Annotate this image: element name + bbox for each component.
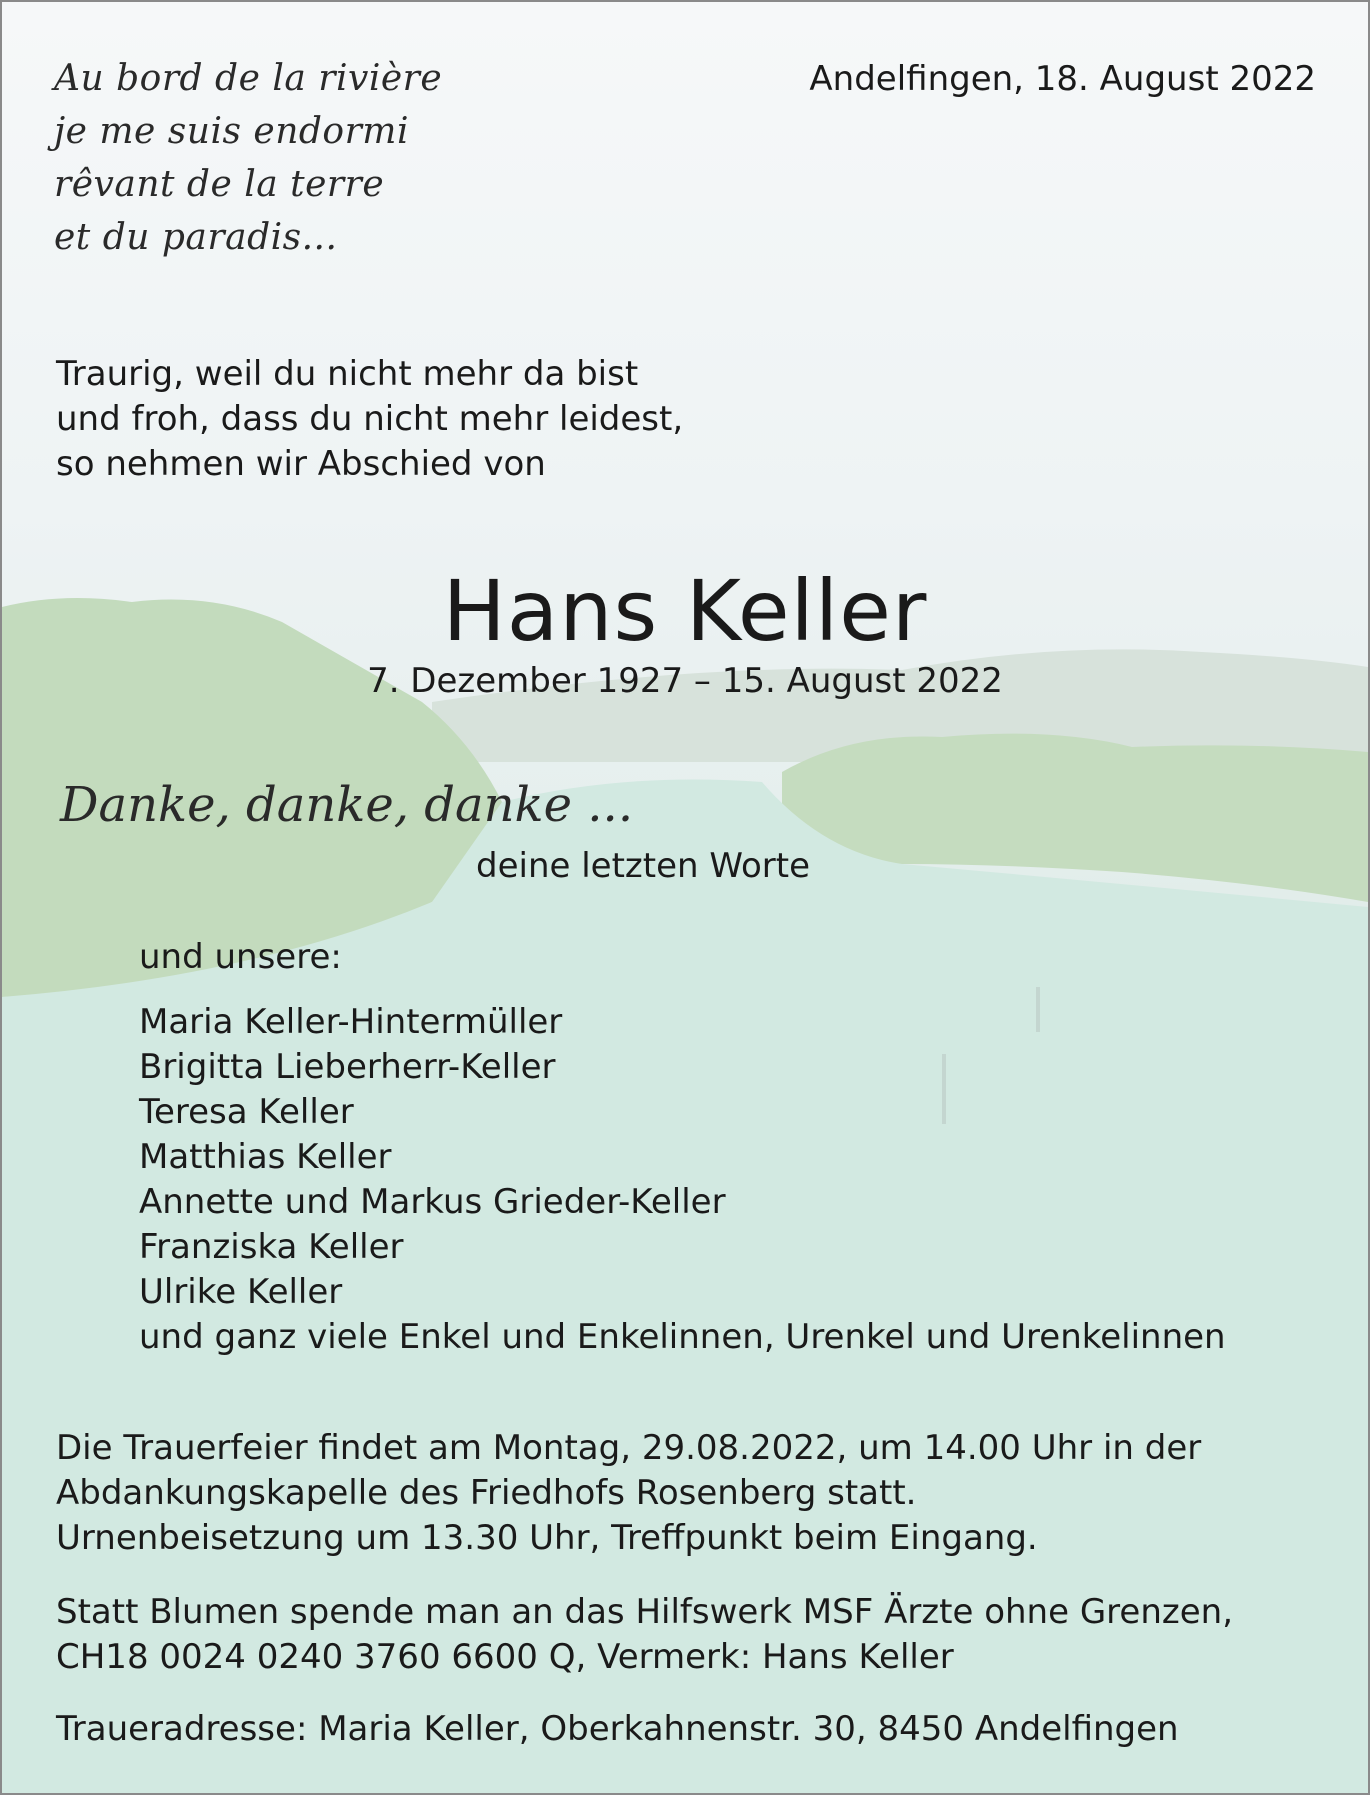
family-member: Annette und Markus Grieder-Keller — [139, 1182, 726, 1222]
intro-line: Traurig, weil du nicht mehr da bist — [56, 354, 639, 394]
poem-line: rêvant de la terre — [54, 164, 385, 205]
last-words-caption: deine letzten Worte — [476, 846, 811, 886]
family-list — [139, 1000, 1226, 1360]
intro-text — [56, 352, 683, 487]
family-member: Teresa Keller — [139, 1092, 354, 1132]
intro-line: und froh, dass du nicht mehr leidest, — [56, 399, 684, 439]
poem-line: et du paradis... — [54, 217, 338, 258]
family-member: Maria Keller-Hintermüller — [139, 1002, 563, 1042]
french-poem — [54, 52, 442, 264]
thanks-heading: Danke, danke, danke ... — [60, 777, 634, 833]
family-member: Matthias Keller — [139, 1137, 392, 1177]
family-member: Franziska Keller — [139, 1227, 404, 1267]
donation-line: Statt Blumen spende man an das Hilfswerk MSF Ärzte ohne Grenzen, — [56, 1592, 1234, 1632]
ceremony-line: Abdankungskapelle des Friedhofs Rosenberg statt. — [56, 1473, 917, 1513]
poem-line: je me suis endormi — [54, 111, 409, 152]
poem-line: Au bord de la rivière — [54, 58, 443, 99]
deceased-name: Hans Keller — [442, 562, 928, 660]
place-and-date: Andelfingen, 18. August 2022 — [809, 59, 1316, 99]
ceremony-line: Die Trauerfeier findet am Montag, 29.08.2022, um 14.00 Uhr in der — [56, 1428, 1202, 1468]
family-member: Ulrike Keller — [139, 1272, 343, 1312]
lifespan-dates: 7. Dezember 1927 – 15. August 2022 — [367, 661, 1003, 701]
family-member: Brigitta Lieberherr-Keller — [139, 1047, 556, 1087]
donation-info — [56, 1590, 1233, 1680]
ceremony-line: Urnenbeisetzung um 13.30 Uhr, Treffpunkt beim Eingang. — [56, 1518, 1038, 1558]
family-member: und ganz viele Enkel und Enkelinnen, Urenkel und Urenkelinnen — [139, 1317, 1226, 1357]
ours-label: und unsere: — [139, 937, 342, 977]
mourning-address: Traueradresse: Maria Keller, Oberkahnenstr. 30, 8450 Andelfingen — [56, 1709, 1179, 1749]
intro-line: so nehmen wir Abschied von — [56, 444, 546, 484]
ceremony-info — [56, 1426, 1201, 1561]
donation-line: CH18 0024 0240 3760 6600 Q, Vermerk: Hans Keller — [56, 1637, 954, 1677]
